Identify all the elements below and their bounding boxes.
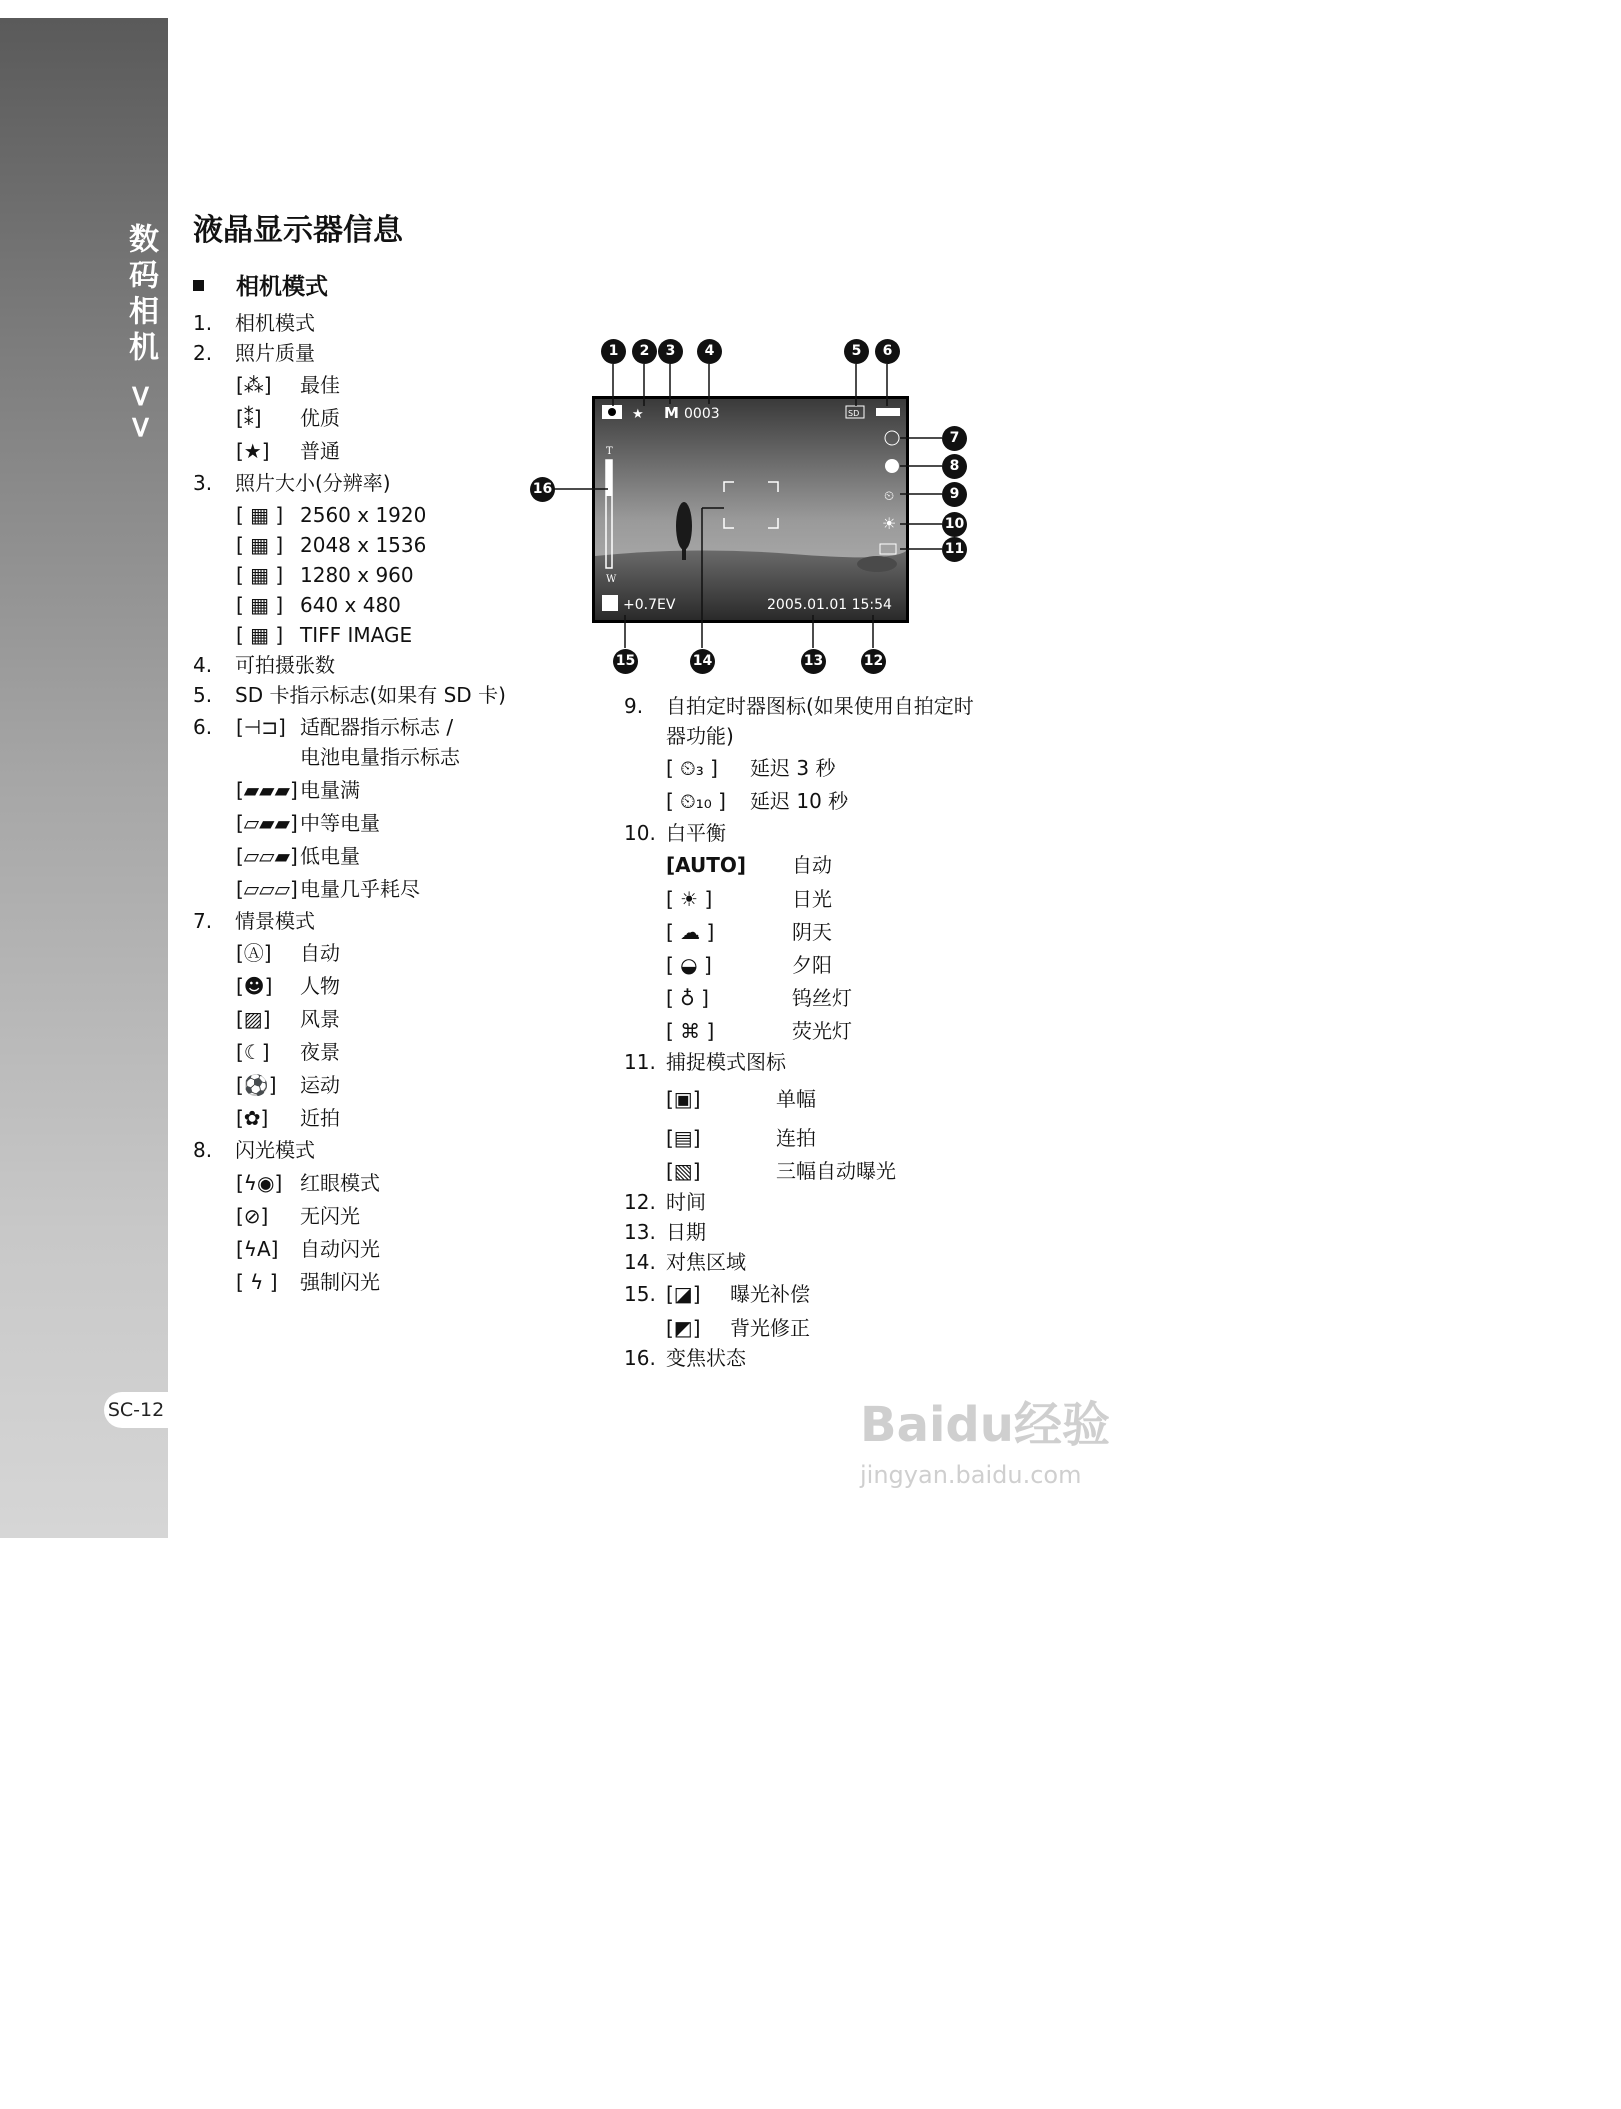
item-text: 钨丝灯 [792,986,852,1010]
callout-12: 12 [861,649,886,674]
item-icon: [▰▰▰] [236,778,298,802]
lcd-datetime: 2005.01.01 15:54 [767,597,892,613]
item-text: 照片质量 [235,341,315,365]
item-number: 11. [624,1050,656,1074]
item-number: 10. [624,821,656,845]
item-number: 9. [624,694,644,718]
lcd-shot-count: 0003 [684,406,720,422]
item-number: 16. [624,1346,656,1370]
item-icon: [ ▦ ] [236,533,284,557]
item-text: 电池电量指示标志 [300,745,460,769]
item-text: 自动 [300,941,340,965]
callout-15: 15 [613,649,638,674]
callout-16: 16 [530,477,555,502]
item-text: 可拍摄张数 [235,653,335,677]
sidebar-title: 数码相机 >> [123,223,158,446]
callout-3: 3 [658,339,683,364]
item-text: 自动闪光 [300,1237,380,1261]
callout-4: 4 [697,339,722,364]
item-text: 近拍 [300,1106,340,1130]
item-number: 2. [193,341,213,365]
lcd-sd-icon: SD [848,409,860,418]
svg-text:M: M [664,404,679,422]
section-title: 相机模式 [193,268,328,301]
item-text: 夜景 [300,1040,340,1064]
item-icon: [▱▱▱] [236,877,298,901]
callout-1: 1 [601,339,626,364]
item-icon: [◪] [666,1282,701,1306]
item-text: 2048 x 1536 [300,533,427,557]
callout-7: 7 [942,426,967,451]
item-icon: [★] [236,439,270,463]
callout-13: 13 [801,649,826,674]
item-text: 对焦区域 [666,1250,746,1274]
item-text: 延迟 10 秒 [750,789,849,813]
item-icon: [ϟ◉] [236,1171,283,1195]
lcd-ev-value: +0.7EV [623,597,676,613]
item-icon: [☾] [236,1040,270,1064]
item-text: 运动 [300,1073,340,1097]
item-text: 闪光模式 [235,1138,315,1162]
callout-5: 5 [844,339,869,364]
item-text: 优质 [300,406,340,430]
item-icon: [◩] [666,1316,701,1340]
callout-8: 8 [942,454,967,479]
item-text: 捕捉模式图标 [666,1050,786,1074]
item-icon: [✿] [236,1106,269,1130]
item-icon: [ϟA] [236,1237,279,1261]
item-icon: [ ▦ ] [236,593,284,617]
item-icon: [▧] [666,1159,701,1183]
item-text: 白平衡 [666,821,726,845]
item-icon: [ ♁ ] [666,986,709,1010]
item-text: 电量几乎耗尽 [300,877,420,901]
item-text: 中等电量 [300,811,380,835]
item-icon: [ ⏲₁₀ ] [666,789,726,813]
item-icon: [▱▰▰] [236,811,298,835]
callout-2: 2 [632,339,657,364]
callout-10: 10 [942,512,967,537]
svg-text:⏲: ⏲ [884,489,895,504]
item-text: 夕阳 [792,953,832,977]
item-icon: [AUTO] [666,853,747,877]
item-icon: [ ϟ ] [236,1270,278,1294]
item-icon: [▣] [666,1087,701,1111]
item-text: 时间 [666,1190,706,1214]
item-text: 人物 [300,974,340,998]
item-text: 2560 x 1920 [300,503,427,527]
item-icon: [⚽] [236,1073,277,1097]
item-icon: [▨] [236,1007,271,1031]
item-icon: [⁂] [236,373,272,397]
item-icon: [⊣⊐] [236,715,286,739]
item-text: 曝光补偿 [730,1282,810,1306]
item-text: 低电量 [300,844,360,868]
page-number: SC-12 [104,1392,168,1428]
item-number: 4. [193,653,213,677]
callout-6: 6 [875,339,900,364]
item-text: 强制闪光 [300,1270,380,1294]
item-number: 13. [624,1220,656,1244]
item-text: 1280 x 960 [300,563,414,587]
item-text: 阴天 [792,920,832,944]
item-icon: [ ⌘ ] [666,1019,715,1043]
watermark-url: jingyan.baidu.com [860,1461,1082,1489]
item-text: 延迟 3 秒 [750,756,836,780]
lcd-zoom-t: T [606,446,613,457]
svg-text:☀: ☀ [882,514,897,533]
item-number: 14. [624,1250,656,1274]
item-text: 自动 [792,853,832,877]
watermark [860,1386,1110,1489]
item-icon: [ ▦ ] [236,623,284,647]
item-text: 荧光灯 [792,1019,852,1043]
item-text: 情景模式 [235,909,315,933]
item-text: TIFF IMAGE [300,623,413,647]
watermark-logo: Baidu经验 [860,1397,1110,1453]
item-icon: [ ☁ ] [666,920,715,944]
item-number: 5. [193,683,213,707]
item-text: 最佳 [300,373,340,397]
item-text: 自拍定时器图标(如果使用自拍定时 [666,694,974,718]
item-icon: [Ⓐ] [236,941,272,965]
item-text: 变焦状态 [666,1346,746,1370]
item-number: 3. [193,471,213,495]
item-number: 6. [193,715,213,739]
item-number: 12. [624,1190,656,1214]
item-icon: [ ▦ ] [236,563,284,587]
item-icon: [ ☀ ] [666,887,713,911]
item-text: 日期 [666,1220,706,1244]
item-icon: [☻] [236,974,273,998]
item-icon: [▱▱▰] [236,844,298,868]
svg-text:★: ★ [632,407,644,422]
item-text: 风景 [300,1007,340,1031]
item-text: 相机模式 [235,311,315,335]
item-text: 器功能) [666,724,734,748]
item-text: 普通 [300,439,340,463]
item-text: 红眼模式 [300,1171,380,1195]
item-text: 适配器指示标志 / [300,715,454,739]
item-icon: [⊘] [236,1204,269,1228]
item-number: 7. [193,909,213,933]
item-text: 连拍 [776,1126,816,1150]
item-text: 日光 [792,887,832,911]
item-text: 背光修正 [730,1316,810,1340]
item-text: 电量满 [300,778,360,802]
item-icon: [ ⏲₃ ] [666,756,718,780]
page-title: 液晶显示器信息 [193,213,403,248]
item-text: SD 卡指示标志(如果有 SD 卡) [235,683,506,707]
item-number: 15. [624,1282,656,1306]
item-number: 8. [193,1138,213,1162]
lcd-zoom-w: W [606,574,617,585]
item-text: 单幅 [776,1087,816,1111]
callout-9: 9 [942,482,967,507]
item-icon: [▤] [666,1126,701,1150]
callout-11: 11 [942,537,967,562]
item-text: 三幅自动曝光 [776,1159,896,1183]
item-text: 无闪光 [300,1204,360,1228]
item-icon: [⁑] [236,406,262,430]
callout-14: 14 [690,649,715,674]
item-number: 1. [193,311,213,335]
item-icon: [ ▦ ] [236,503,284,527]
item-text: 640 x 480 [300,593,401,617]
item-icon: [ ◒ ] [666,953,712,977]
item-text: 照片大小(分辨率) [235,471,391,495]
